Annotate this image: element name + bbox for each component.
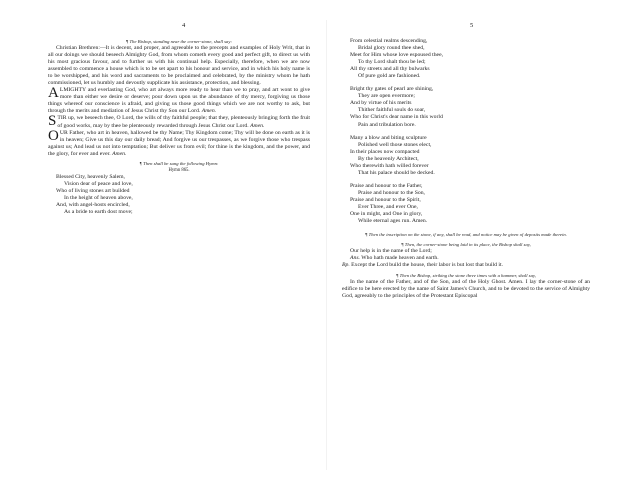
page-number-left: 4 bbox=[182, 22, 186, 29]
address-paragraph: Christian Brethren:—It is decent, and proper, and agreeable to the precepts and examples of Holy Writ, that in all our doings we should beseech Almighty God, from whom cometh every good and perfect gift, to direct us with his most gracious favour, and to further us with his continual help. Especially, therefore, when we are now assembled to commence a house which is to be set apart to his honour and service, and in which his holy name is to be worshipped, and his word and sacraments to be proclaimed and celebrated, by the ministry whom he hath commissioned, let us humbly and devoutly supplicate his assistance, protection, and blessing. bbox=[48, 45, 310, 87]
hymn-line: By the heavenly Architect, bbox=[358, 155, 419, 162]
bishop-label: Bp. bbox=[342, 262, 350, 269]
amen: Amen. bbox=[250, 122, 265, 129]
rubric-corner-stone-laid: ¶ Then, the corner-stone being laid in its place, the Bishop shall say, bbox=[401, 242, 531, 248]
dedication-paragraph: In the name of the Father, and of the Son, and of the Holy Ghost. Amen. I lay the corner-stone of an edifice to be here erected by the name of Saint James's Church, and to be devoted to the service of Almighty God, agreeably to the principles of the Protestant Episcopal bbox=[342, 279, 590, 300]
rubric-bishop-standing: ¶ The Bishop, standing near the corner-stone, shall say: bbox=[125, 39, 233, 44]
hymn-line: Who therewith hath willed forever bbox=[350, 162, 429, 169]
hymn-line: Who for Christ's dear name in this world bbox=[350, 114, 443, 121]
amen: Amen. bbox=[201, 108, 217, 115]
response-label: Ans. bbox=[350, 255, 360, 262]
hymn-line: Who of living stones art builded bbox=[56, 187, 130, 194]
right-page bbox=[342, 38, 590, 458]
prayer-stir-up-text: TIR up, we beseech thee, O Lord, the wills of thy faithful people; that they, plenteously bringing forth the fruit of good works, may by thee be plenteously rewarded through Jesus Christ our Lord. bbox=[57, 115, 310, 129]
hymn-line: Praise and honour to the Spirit, bbox=[350, 196, 421, 203]
hymn-line: Of pure gold are fashioned. bbox=[358, 73, 421, 80]
hymn-line: Many a blow and biting sculpture bbox=[350, 134, 427, 141]
gutter-divider bbox=[326, 20, 327, 470]
drop-cap-o: O bbox=[48, 127, 59, 144]
hymn-line: In their places now compacted bbox=[350, 148, 420, 155]
hymn-line: They are open evermore; bbox=[358, 93, 416, 100]
hymn-line: Praise and honour to the Son, bbox=[358, 189, 425, 196]
hymn-line: That his palace should be decked. bbox=[358, 169, 435, 176]
hymn-line: Pain and tribulation bore. bbox=[358, 121, 416, 128]
prayer-almighty-text: LMIGHTY and everlasting God, who art always more ready to hear than we to pray, and art wont to give more than either we desire or deserve; pour down upon us the abundance of thy mercy, forgiving us those things whereof our conscience is afraid, and giving us those good things which we are not worthy to ask, but through the merits and mediation of Jesus Christ thy Son our Lord. bbox=[48, 87, 310, 115]
hymn-line: All thy streets and all thy bulwarks bbox=[350, 66, 430, 73]
prayer-almighty bbox=[48, 87, 310, 115]
hymn-line: Vision dear of peace and love, bbox=[64, 180, 133, 187]
hymn-line: Bright thy gates of pearl are shining, bbox=[350, 86, 434, 93]
prayer-stir-up bbox=[48, 115, 310, 129]
hymn-stanza-2 bbox=[342, 38, 590, 80]
page-number-right: 5 bbox=[470, 22, 474, 29]
prayer-lords-prayer bbox=[48, 127, 310, 158]
versicle-text: Our help is in the name of the Lord; bbox=[350, 248, 432, 255]
response-bishop bbox=[342, 262, 590, 269]
hymn-stanza-3 bbox=[342, 86, 590, 128]
lords-prayer-text: UR Father, who art in heaven, hallowed be thy Name; Thy Kingdom come; Thy will be done on earth as it is in heaven; Give us this day our daily bread; And forgive us our trespasses, as we forgive those who trespass against us; And lead us not into temptation; But deliver us from evil; for thine is the kingdom, and the power, and the glory, for ever and ever. bbox=[48, 129, 310, 157]
hymn-line: In the height of heaven above, bbox=[64, 194, 133, 201]
drop-cap-s: S bbox=[48, 113, 57, 130]
left-page bbox=[48, 38, 310, 458]
hymn-line: Ever Three, and ever One, bbox=[358, 203, 418, 210]
hymn-line: Polished well those stones elect, bbox=[358, 141, 432, 148]
amen: Amen. bbox=[112, 150, 127, 157]
hymn-number: Hymn 865. bbox=[168, 167, 190, 173]
hymn-line: One in might, and One in glory, bbox=[350, 211, 423, 218]
hymn-line: To thy Lord shalt thou be led; bbox=[358, 59, 426, 66]
hymn-line: And by virtue of his merits bbox=[350, 100, 412, 107]
hymn-line: Thither faithful souls do soar, bbox=[358, 107, 426, 114]
hymn-line: Meet for Him whose love espoused thee, bbox=[350, 52, 444, 59]
hymn-line: Blessed City, heavenly Salem, bbox=[56, 173, 125, 180]
rubric-hymn: ¶ Then shall be sung the following Hymn: bbox=[139, 160, 219, 166]
drop-cap-a: A bbox=[48, 85, 59, 102]
rubric-hammer: ¶ Then the Bishop, striking the stone three times with a hammer, shall say, bbox=[396, 273, 536, 279]
hymn-line: Bridal glory round thee shed, bbox=[358, 45, 425, 52]
response-answer bbox=[342, 255, 590, 262]
rubric-inscription: ¶ Then the inscription on the stone, if any, shall be read, and notice may be given of deposits made therein. bbox=[365, 232, 567, 238]
hymn-line: Praise and honour to the Father, bbox=[350, 182, 423, 189]
hymn-stanza-5 bbox=[342, 183, 590, 225]
response-text: Who hath made heaven and earth. bbox=[361, 255, 439, 262]
bishop-text: Except the Lord build the house, their labor is but lost that build it. bbox=[351, 262, 503, 269]
hymn-verse-1 bbox=[48, 174, 310, 216]
hymn-line: And, with angel-hosts encircled, bbox=[56, 201, 130, 208]
hymn-line: As a bride to earth dost move; bbox=[64, 208, 133, 215]
hymn-line: From celestial realms descending, bbox=[350, 38, 428, 44]
hymn-line: While eternal ages run. Amen. bbox=[358, 218, 428, 225]
versicle bbox=[342, 248, 590, 255]
hymn-stanza-4 bbox=[342, 135, 590, 177]
